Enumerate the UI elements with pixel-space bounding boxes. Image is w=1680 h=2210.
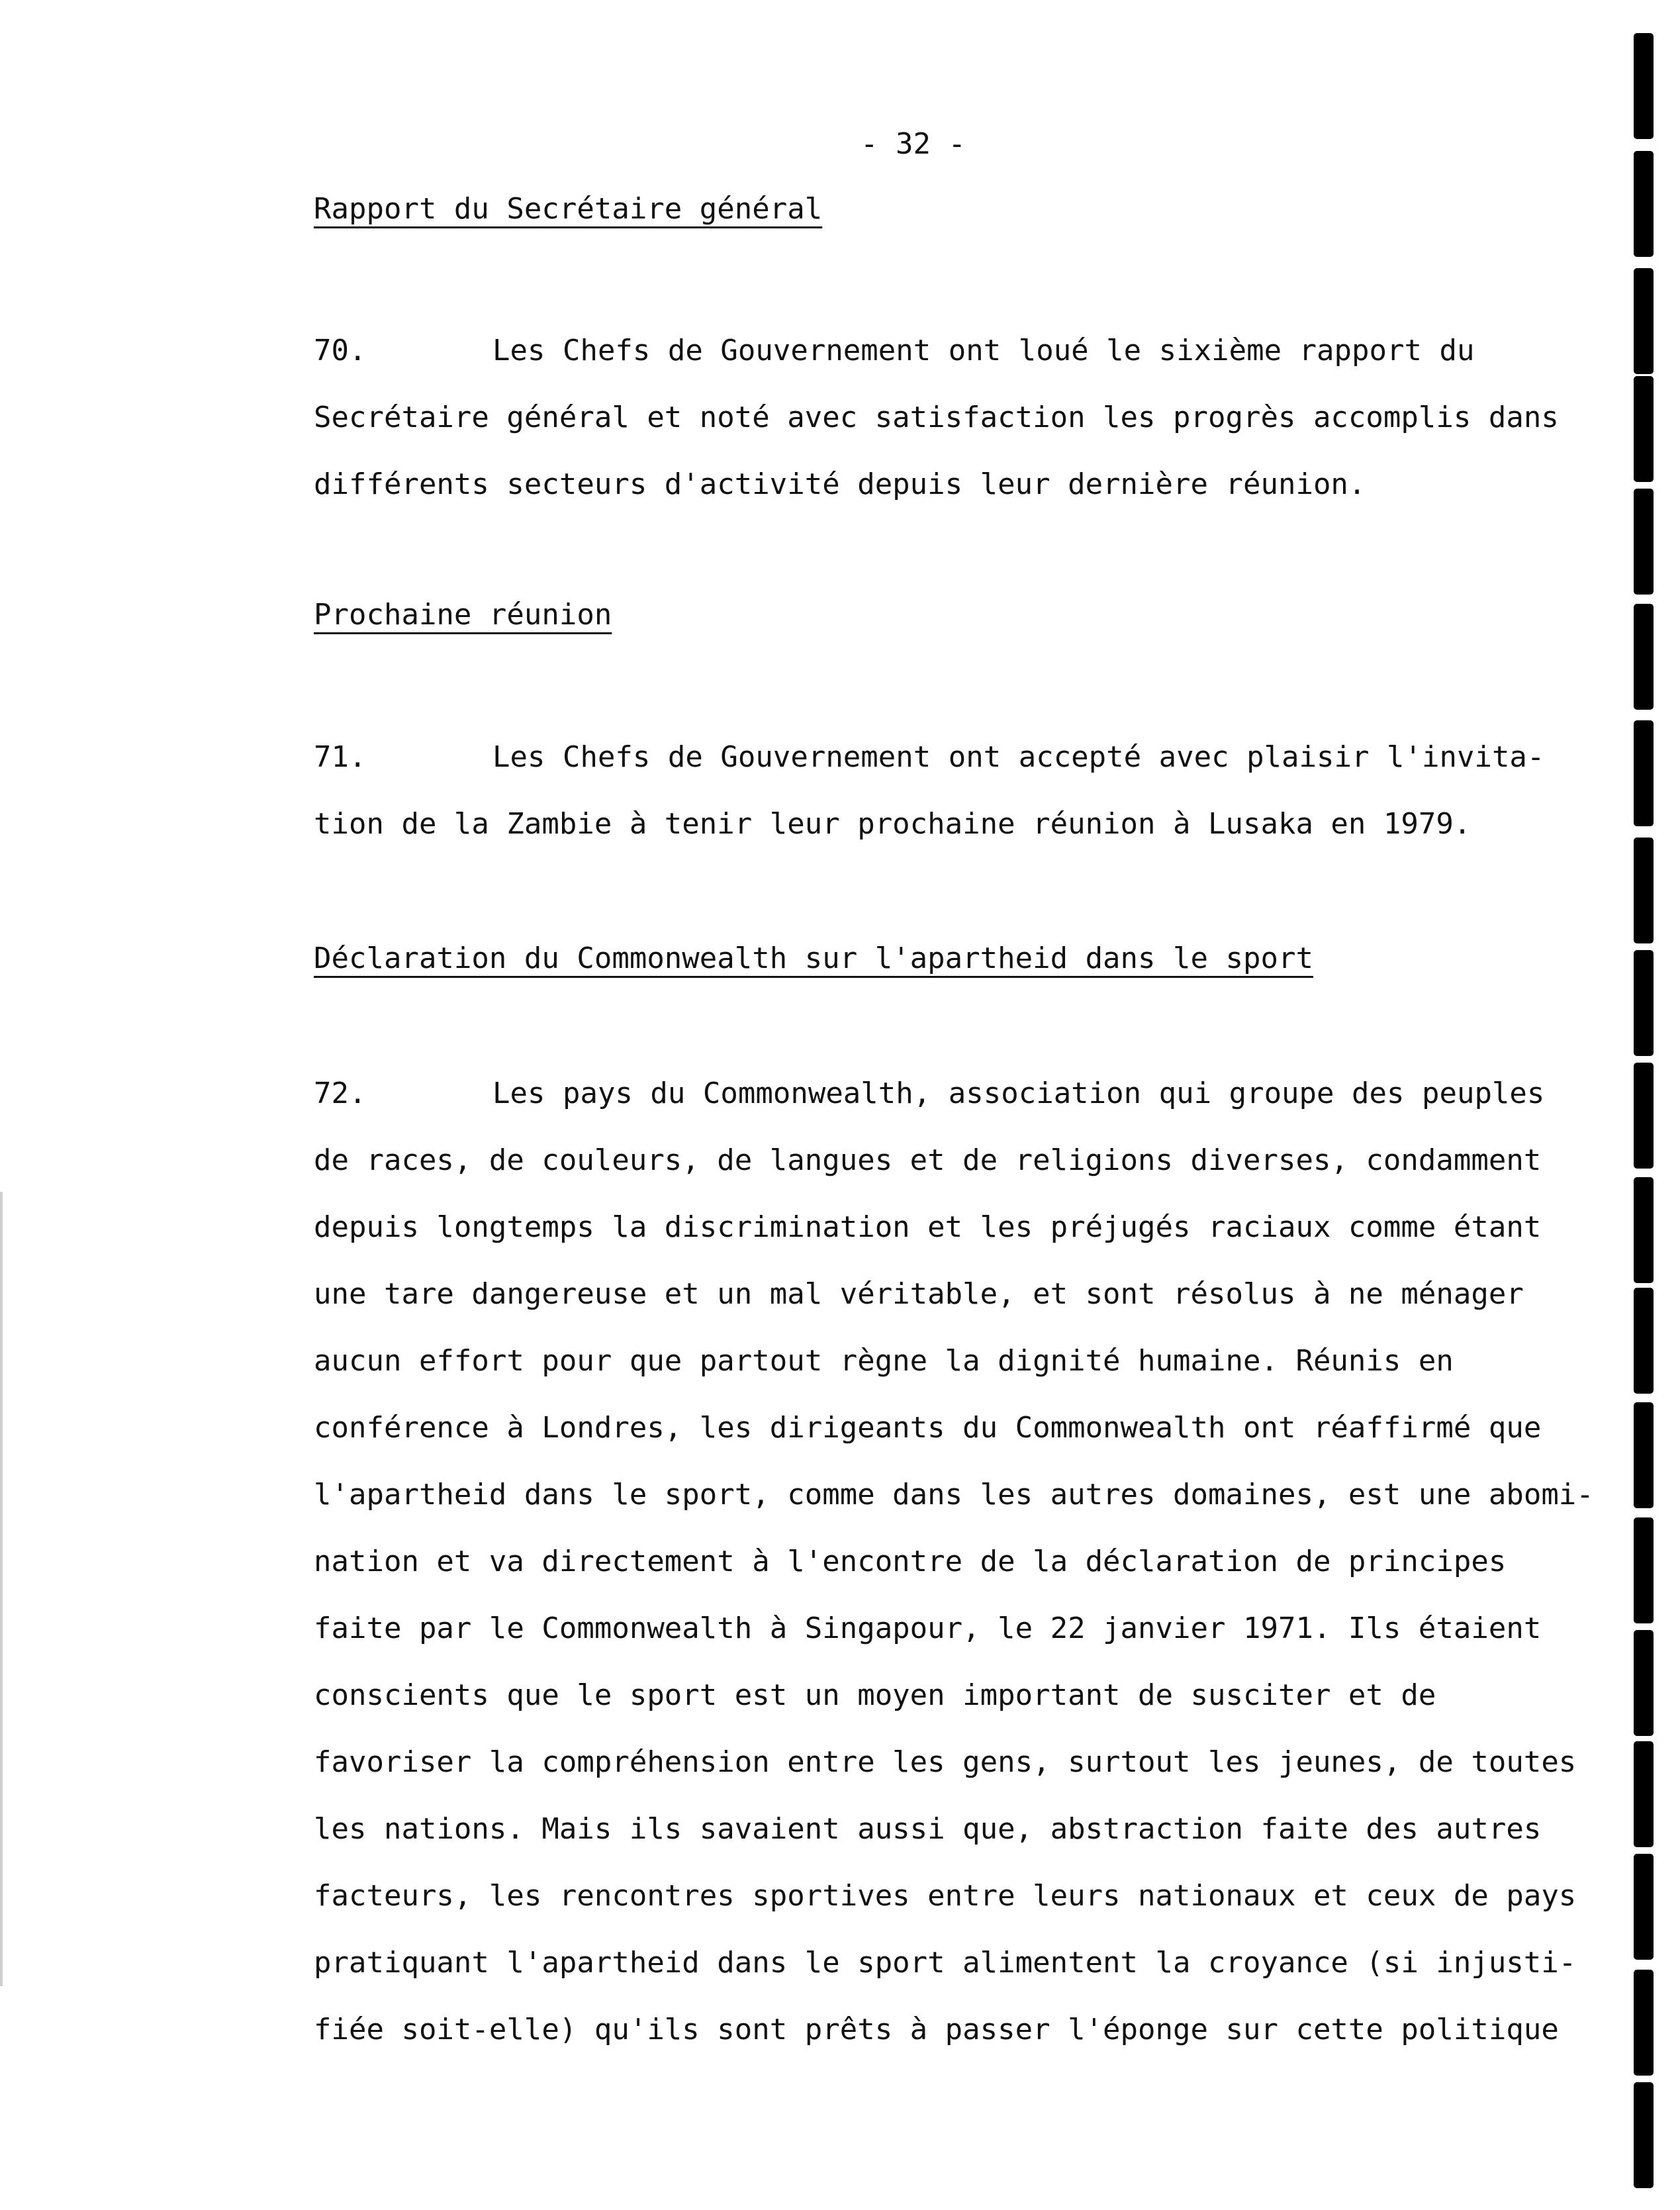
paragraph-line: conférence à Londres, les dirigeants du Commonwealth ont réaffirmé que [314, 1411, 1542, 1445]
section-heading: Déclaration du Commonwealth sur l'apartheid dans le sport [314, 941, 1313, 975]
scan-mark [1634, 1741, 1654, 1847]
paragraph-line [314, 1074, 1545, 1141]
paragraph-line: depuis longtemps la discrimination et les préjugés raciaux comme étant [314, 1210, 1542, 1244]
paragraph-number: 70. [314, 334, 367, 367]
paragraph-line: facteurs, les rencontres sportives entre leurs nationaux et ceux de pays [314, 1879, 1577, 1913]
scan-mark [1634, 1177, 1654, 1283]
section-heading: Rapport du Secrétaire général [314, 192, 823, 226]
paragraph-line: fiée soit-elle) qu'ils sont prêts à passer l'éponge sur cette politique [314, 2013, 1559, 2046]
scan-mark [1634, 376, 1654, 482]
paragraph-line: nation et va directement à l'encontre de la déclaration de principes [314, 1545, 1507, 1578]
scan-mark [1634, 33, 1654, 139]
page-number: - 32 - [861, 127, 966, 161]
paragraph-line: favoriser la compréhension entre les gens, surtout les jeunes, de toutes [314, 1745, 1577, 1779]
scan-edge-line [0, 1192, 3, 1986]
scan-mark [1634, 950, 1654, 1056]
paragraph-line: conscients que le sport est un moyen important de susciter et de [314, 1678, 1436, 1712]
paragraph-text: Les pays du Commonwealth, association qui groupe des peuples [492, 1077, 1545, 1110]
scan-mark [1634, 604, 1654, 710]
scan-mark [1634, 1854, 1654, 1960]
scan-mark [1634, 1517, 1654, 1623]
scan-mark [1634, 2082, 1654, 2188]
paragraph-line: Secrétaire général et noté avec satisfaction les progrès accomplis dans [314, 401, 1559, 434]
section-heading: Prochaine réunion [314, 598, 612, 632]
scan-mark [1634, 720, 1654, 826]
scan-mark [1634, 268, 1654, 374]
paragraph-line: différents secteurs d'activité depuis leur dernière réunion. [314, 467, 1366, 501]
paragraph [314, 1074, 1594, 2077]
scan-mark [1634, 838, 1654, 943]
paragraph-line: les nations. Mais ils savaient aussi que, abstraction faite des autres [314, 1812, 1542, 1846]
paragraph-line: tion de la Zambie à tenir leur prochaine réunion à Lusaka en 1979. [314, 807, 1471, 841]
scan-mark [1634, 489, 1654, 595]
paragraph-line: pratiquant l'apartheid dans le sport alimentent la croyance (si injusti- [314, 1946, 1577, 1980]
paragraph-line: aucun effort pour que partout règne la dignité humaine. Réunis en [314, 1344, 1454, 1378]
paragraph-line: l'apartheid dans le sport, comme dans les autres domaines, est une abomi- [314, 1478, 1594, 1512]
scan-mark [1634, 1402, 1654, 1508]
paragraph-line: de races, de couleurs, de langues et de religions diverses, condamment [314, 1143, 1542, 1177]
paragraph-text: Les Chefs de Gouvernement ont loué le sixième rapport du [492, 334, 1475, 367]
paragraph-number: 72. [314, 1077, 367, 1110]
paragraph-line: faite par le Commonwealth à Singapour, le 22 janvier 1971. Ils étaient [314, 1611, 1542, 1645]
paragraph-line: une tare dangereuse et un mal véritable, et sont résolus à ne ménager [314, 1277, 1524, 1311]
paragraph-line [314, 331, 1532, 398]
scan-mark [1634, 1063, 1654, 1169]
paragraph [314, 738, 1545, 871]
scan-mark [1634, 1630, 1654, 1736]
paragraph-text: Les Chefs de Gouvernement ont accepté avec plaisir l'invita- [492, 740, 1545, 774]
paragraph [314, 331, 1559, 532]
scan-mark [1634, 1288, 1654, 1394]
paragraph-number: 71. [314, 740, 367, 774]
paragraph-line [314, 738, 1545, 804]
scan-mark [1634, 1970, 1654, 2076]
scan-mark [1634, 151, 1654, 257]
